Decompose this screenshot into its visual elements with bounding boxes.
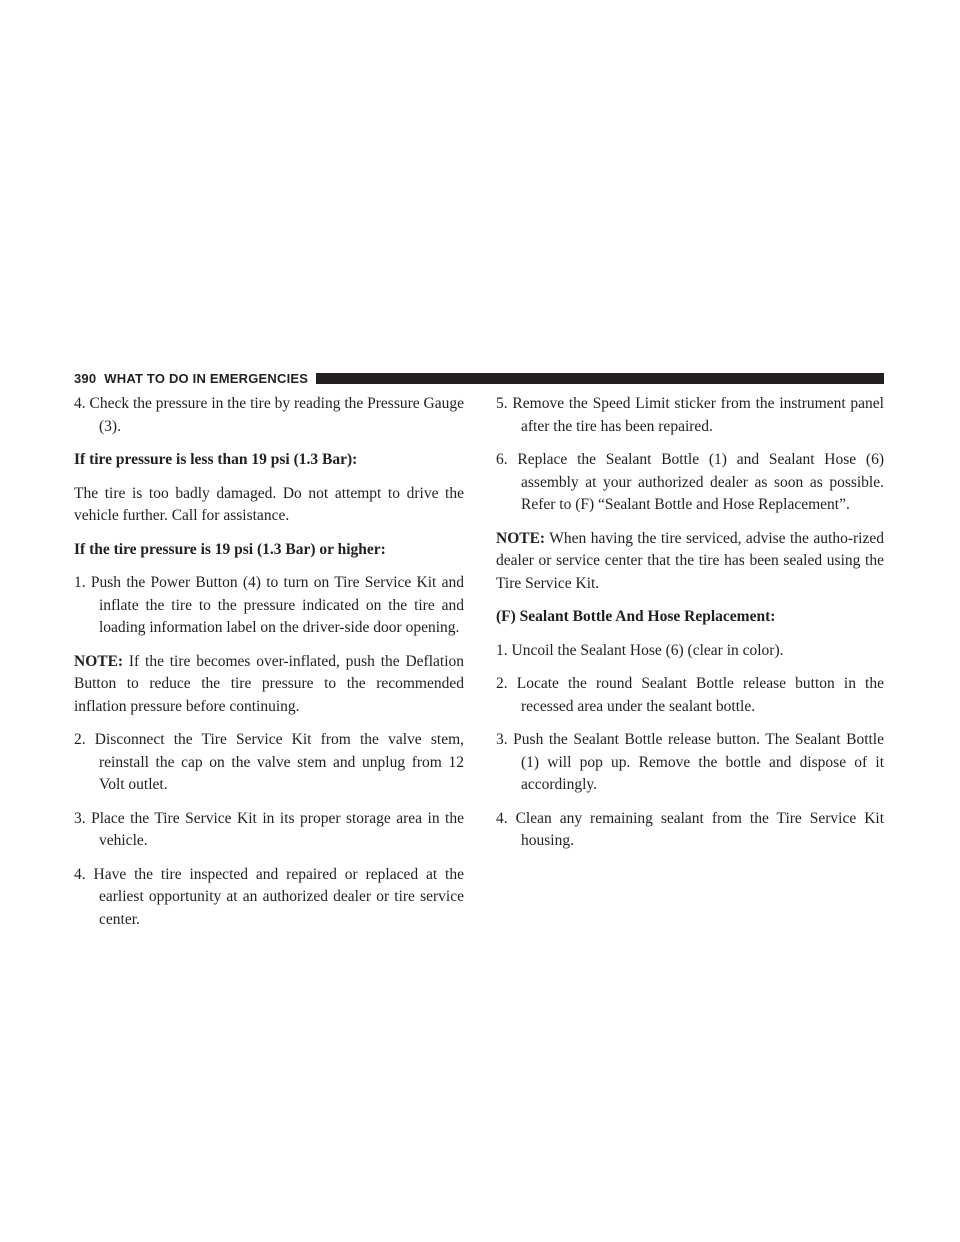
section-title: WHAT TO DO IN EMERGENCIES [104, 370, 309, 386]
note-paragraph [74, 651, 464, 719]
list-item: 4. Check the pressure in the tire by reading the Pressure Gauge (3). [74, 395, 464, 435]
list-item: 1. Push the Power Button (4) to turn on Tire Service Kit and inflate the tire to the pressure indicated on the tire and loading information label on the driver-side door opening. [74, 574, 464, 636]
page-number: 390 [74, 370, 97, 386]
note-paragraph [496, 528, 884, 596]
list-item: 2. Disconnect the Tire Service Kit from the valve stem, reinstall the cap on the valve stem and unplug from 12 Volt outlet. [74, 731, 464, 793]
left-column [74, 393, 464, 942]
note-text: If the tire becomes over-inflated, push the Deflation Button to reduce the tire pressure to the recommended inflation pressure before continuing. [74, 652, 464, 715]
subheading: If the tire pressure is 19 psi (1.3 Bar) or higher: [74, 540, 386, 558]
right-column [496, 393, 884, 864]
list-item: 4. Have the tire inspected and repaired or replaced at the earliest opportunity at an authorized dealer or tire service center. [74, 865, 464, 928]
list-item: 2. Locate the round Sealant Bottle release button in the recessed area under the sealant bottle. [496, 675, 884, 715]
list-item: 1. Uncoil the Sealant Hose (6) (clear in color). [496, 641, 784, 659]
header-rule [316, 373, 884, 384]
subheading: If tire pressure is less than 19 psi (1.3 Bar): [74, 451, 358, 468]
list-item: 3. Place the Tire Service Kit in its proper storage area in the vehicle. [74, 809, 464, 849]
page-header [74, 370, 884, 386]
paragraph: The tire is too badly damaged. Do not attempt to drive the vehicle further. Call for assistance. [74, 484, 464, 524]
list-item: 4. Clean any remaining sealant from the Tire Service Kit housing. [496, 809, 884, 849]
note-label: NOTE: [496, 529, 546, 547]
note-label: NOTE: [74, 652, 124, 670]
subheading: (F) Sealant Bottle And Hose Replacement: [496, 608, 776, 625]
list-item: 3. Push the Sealant Bottle release button. The Sealant Bottle (1) will pop up. Remove the bottle and dispose of it accordingly. [496, 731, 884, 793]
list-item: 5. Remove the Speed Limit sticker from the instrument panel after the tire has been repaired. [496, 395, 884, 435]
note-text: When having the tire serviced, advise the autho-rized dealer or service center that the tire has been sealed using the Tire Service Kit. [496, 529, 884, 592]
list-item: 6. Replace the Sealant Bottle (1) and Sealant Hose (6) assembly at your authorized dealer as soon as possible. Refer to (F) “Sealant Bottle and Hose Replacement”. [496, 451, 884, 513]
